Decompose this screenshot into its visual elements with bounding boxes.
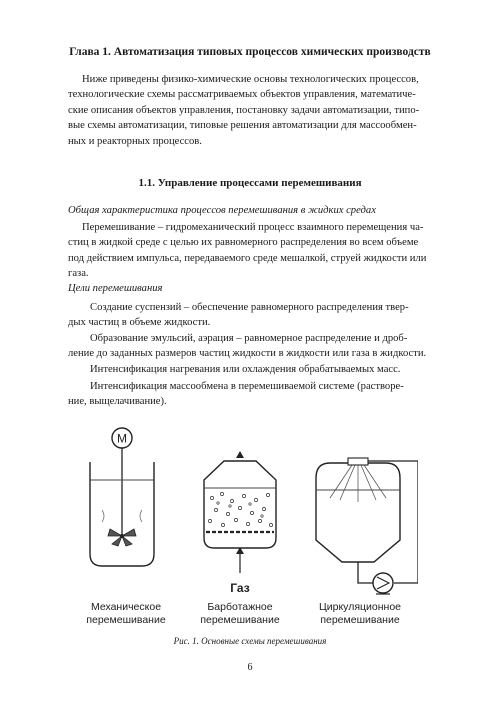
circulation-pipe [368, 461, 418, 583]
text-line: Интенсификация массообмена в перемешиваемой системе (растворе- [90, 381, 404, 392]
goal-paragraph [68, 300, 463, 331]
flow-arrow-icon [140, 510, 142, 522]
text-line: вые схемы автоматизации, типовые решения автоматизации для массообмен- [68, 120, 417, 132]
text-line: стиц в жидкой среде с целью их равномерного распределения во всем объеме [68, 237, 419, 249]
definition-paragraph [68, 220, 463, 282]
text-line: технологические схемы рассматриваемых объектов управления, математиче- [68, 89, 416, 101]
text-line: газа. [68, 268, 89, 280]
scheme-label: перемешивание [86, 614, 166, 626]
scheme-label: Циркуляционное [318, 601, 402, 613]
intro-paragraph [68, 72, 463, 149]
text-line: Интенсификация нагревания или охлаждения обрабатываемых масс. [90, 364, 401, 375]
vessel-body [204, 461, 276, 548]
scheme-label: перемешивание [320, 614, 400, 626]
flow-arrow-icon [102, 510, 104, 522]
scheme-label: Барботажное [207, 601, 273, 613]
circulation-mixer-diagram [316, 458, 418, 594]
subsection-heading: Общая характеристика процессов перемешивания в жидких средах [68, 205, 376, 216]
goal-paragraph [68, 331, 463, 362]
text-line: ские описания объектов управления, постановку задачи автоматизации, типо- [68, 104, 420, 116]
text-line: Создание суспензий – обеспечение равномерного распределения твер- [90, 302, 409, 313]
mechanical-mixer-diagram [90, 428, 154, 566]
text-line: ление до заданных размеров частиц жидкости в жидкости или газа в жидкости. [68, 348, 427, 360]
chapter-title: Глава 1. Автоматизация типовых процессов химических производств [69, 46, 431, 58]
text-line: Ниже приведены физико-химические основы технологических процессов, [82, 74, 419, 85]
goal-paragraph [68, 362, 463, 377]
mixing-schemes-figure [78, 418, 418, 653]
scheme-label: перемешивание [200, 614, 280, 626]
spray-jets [330, 465, 386, 502]
spray-nozzle-icon [348, 458, 368, 465]
motor-label: М [117, 431, 127, 446]
section-title: 1.1. Управление процессами перемешивания [138, 177, 362, 189]
text-line: под действием импульса, передаваемого среде мешалкой, струей жидкости или [68, 252, 427, 264]
goal-paragraph [68, 379, 463, 410]
gas-bubbles [208, 492, 272, 526]
drain-pipe [358, 562, 374, 583]
text-line: ние, выщелачивание). [68, 396, 167, 408]
text-line: Перемешивание – гидромеханический процесс взаимного перемещения ча- [82, 222, 424, 233]
goals-heading: Цели перемешивания [68, 283, 163, 294]
figure-caption: Рис. 1. Основные схемы перемешивания [173, 636, 327, 646]
page-number: 6 [247, 662, 253, 673]
pump-icon [373, 573, 393, 594]
text-line: ных и реакторных процессов. [68, 135, 202, 147]
text-line: дых частиц в объеме жидкости. [68, 317, 211, 329]
gas-outlet-arrow-icon [236, 451, 244, 458]
bubbling-mixer-diagram [204, 451, 276, 595]
gas-label: Газ [230, 581, 250, 595]
text-line: Образование эмульсий, аэрация – равномерное распределение и дроб- [90, 333, 408, 344]
scheme-label: Механическое [90, 601, 162, 613]
